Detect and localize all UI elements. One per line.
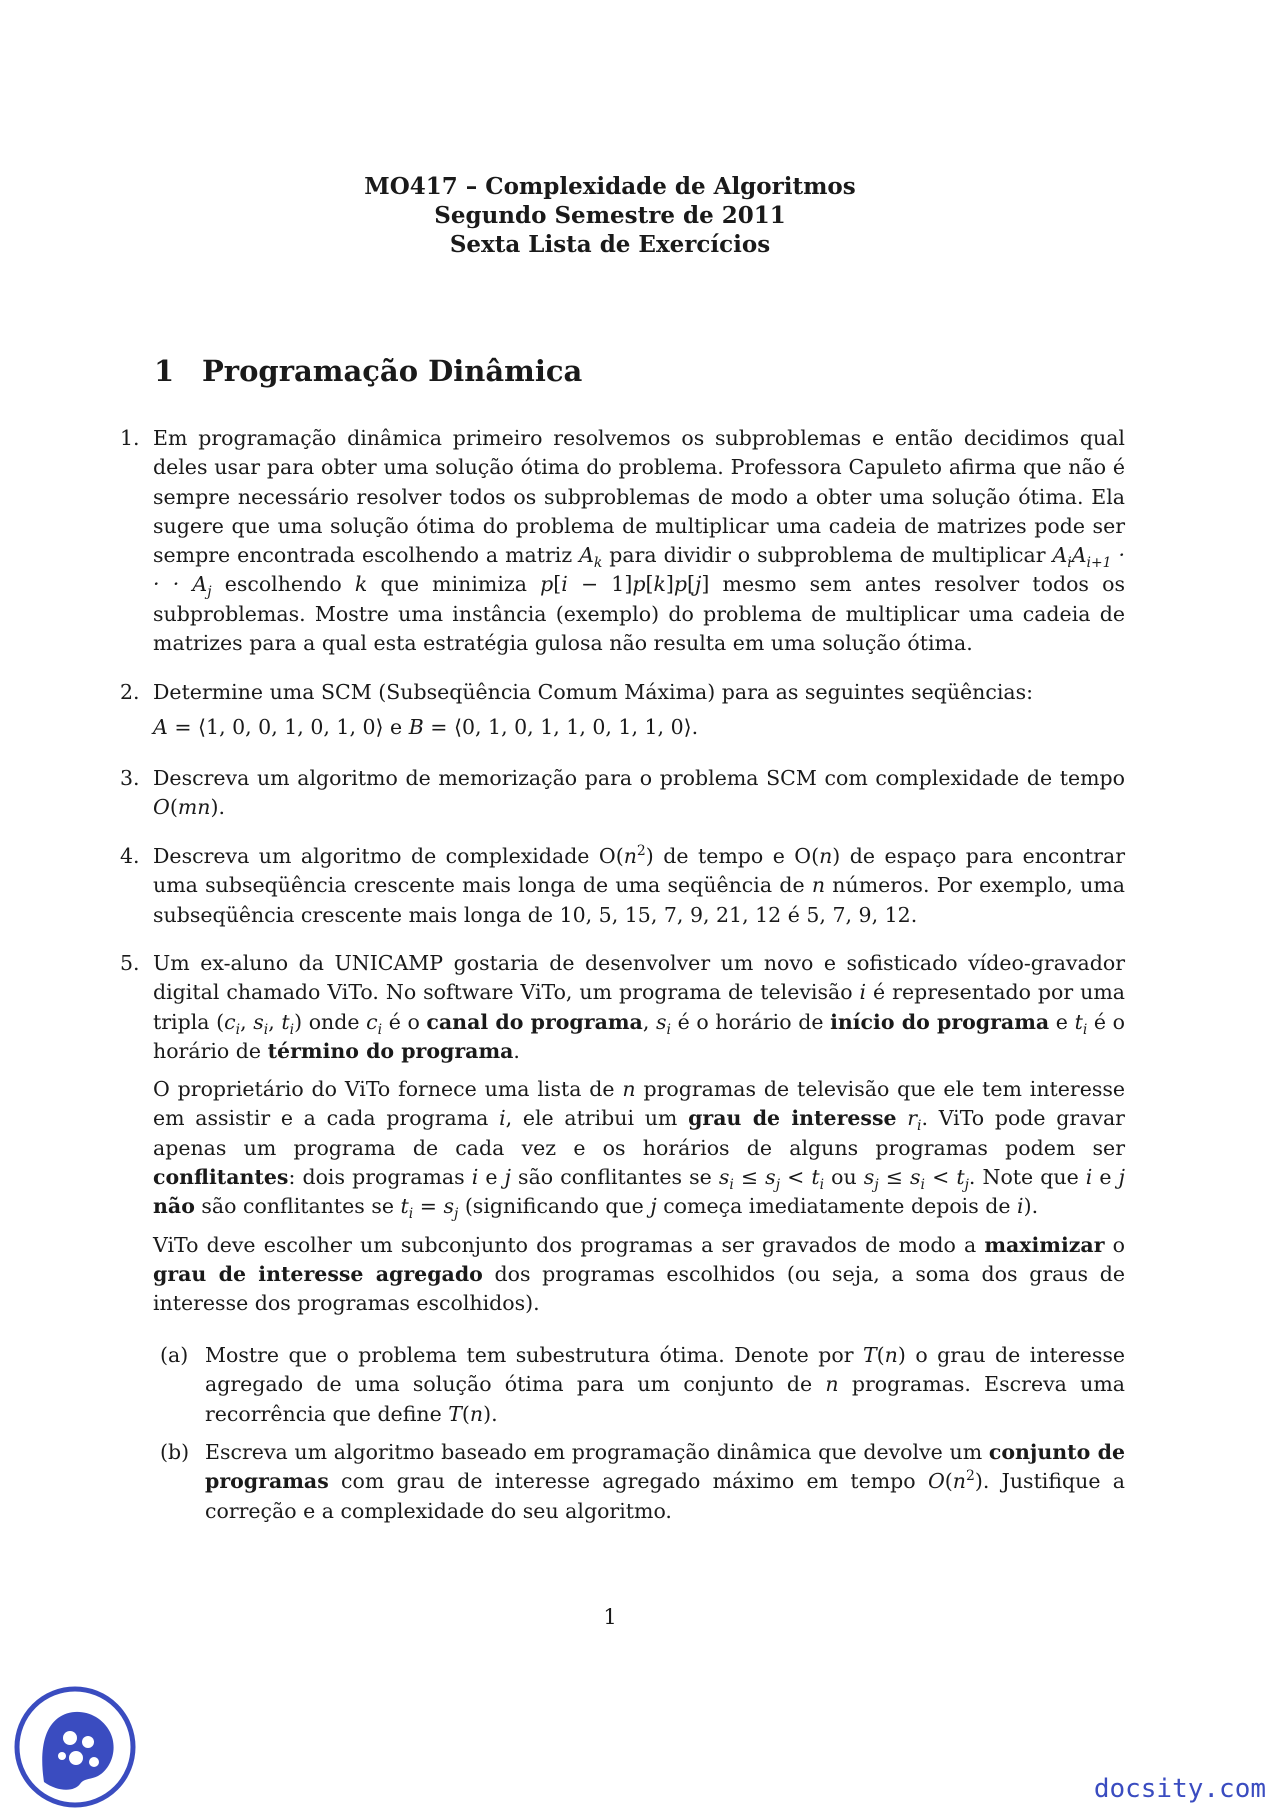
exercise-text: Descreva um algoritmo de complexidade $O(n^2)$ de tempo e O(n) de espaço para encontrar uma subseqüência crescente mais longa de uma seqüência de n números. Por exemplo, uma subseqüência crescente mais longa de 10, 5, 15, 7, 9, 21, 12 é 5, 7, 9, 12. [153, 843, 1125, 927]
exercise-text: Descreva um algoritmo de memorização para o problema SCM com complexidade de tempo O(mn). [153, 766, 1125, 820]
subexercise-label: (a) [160, 1343, 189, 1367]
section-title: Programação Dinâmica [202, 354, 583, 388]
exercise-number: 5. [120, 951, 140, 975]
exercise-2 [120, 678, 1125, 743]
page-number: 1 [603, 1605, 617, 1629]
subexercise-label: (b) [160, 1440, 190, 1464]
exercise-3 [120, 764, 1125, 823]
exercise-text: Em programação dinâmica primeiro resolvemos os subproblemas e então decidimos qual deles usar para obter uma solução ótima do problema. Professora Capuleto afirma que não é sempre necessário resolver todos os subproblemas de modo a obter uma solução ótima. Ela sugere que uma solução ótima do problema de multiplicar uma cadeia de matrizes pode ser sempre encontrada escolhendo a matriz $A_k$ para dividir o subproblema de multiplicar $A_iA_{i+1}$ · · · $A_j$ escolhendo k que minimiza p[i − 1]p[k]p[j] mesmo sem antes resolver todos os subproblemas. Mostre uma instância (exemplo) do problema de multiplicar uma cadeia de matrizes para a qual esta estratégia gulosa não resulta em uma solução ótima. [153, 426, 1125, 656]
subexercise-text: Escreva um algoritmo baseado em programação dinâmica que devolve um conjunto de programas com grau de interesse agregado máximo em tempo $O(n^2)$. Justifique a correção e a complexidade do seu algoritmo. [205, 1440, 1126, 1523]
document-header [0, 172, 1220, 259]
exercise-number: 1. [120, 426, 140, 450]
section-number: 1 [154, 354, 175, 388]
exercise-5 [120, 949, 1125, 1319]
semester-title: Segundo Semestre de 2011 [434, 202, 786, 229]
docsity-logo-icon[interactable] [14, 1686, 136, 1808]
subexercise-text: Mostre que o problema tem subestrutura ótima. Denote por T(n) o grau de interesse agregado de uma solução ótima para um conjunto de n programas. Escreva uma recorrência que define T(n). [205, 1343, 1125, 1426]
list-title: Sexta Lista de Exercícios [449, 231, 771, 258]
subexercise-b [160, 1438, 1125, 1526]
exercise-number: 4. [120, 844, 140, 868]
course-title: MO417 – Complexidade de Algoritmos [364, 173, 856, 200]
exercise-number: 3. [120, 766, 140, 790]
exercise-text: Um ex-aluno da UNICAMP gostaria de desenvolver um novo e sofisticado vídeo-gravador digital chamado ViTo. No software ViTo, um programa de televisão i é representado por uma tripla ($c_i$, $s_i$, $t_i$) onde $c_i$ é o canal do programa, $s_i$ é o horário de início do programa e $t_i$ é o horário de término do programa. O proprietário do ViTo fornece uma lista de n programas de televisão que ele tem interesse em assistir e a cada programa i, ele atribui um grau de interesse $r_i$. ViTo pode gravar apenas um programa de cada vez e os horários de alguns programas podem ser conflitantes: dois programas i e j são conflitantes se $s_i \le s_j < t_i$ ou $s_j \le s_i < t_j$. Note que i e j não são conflitantes se $t_i = s_j$ (significando que j começa imediatamente depois de i). ViTo deve escolher um subconjunto dos programas a ser gravados de modo a maximizar o grau de interesse agregado dos programas escolhidos (ou seja, a soma dos graus de interesse dos programas escolhidos). [153, 951, 1126, 1316]
exercise-text: Determine uma SCM (Subseqüência Comum Máxima) para as seguintes seqüências: A = ⟨1, 0, 0, 1, 0, 1, 0⟩ e B = ⟨0, 1, 0, 1, 1, 0, 1, 1, 0⟩. [153, 680, 1034, 740]
subexercise-a [160, 1341, 1125, 1429]
docsity-brand-link[interactable]: docsity.com [1093, 1774, 1266, 1804]
section-heading [154, 354, 582, 388]
exercise-4 [120, 842, 1125, 930]
exercise-number: 2. [120, 680, 140, 704]
exercise-1 [120, 424, 1125, 658]
